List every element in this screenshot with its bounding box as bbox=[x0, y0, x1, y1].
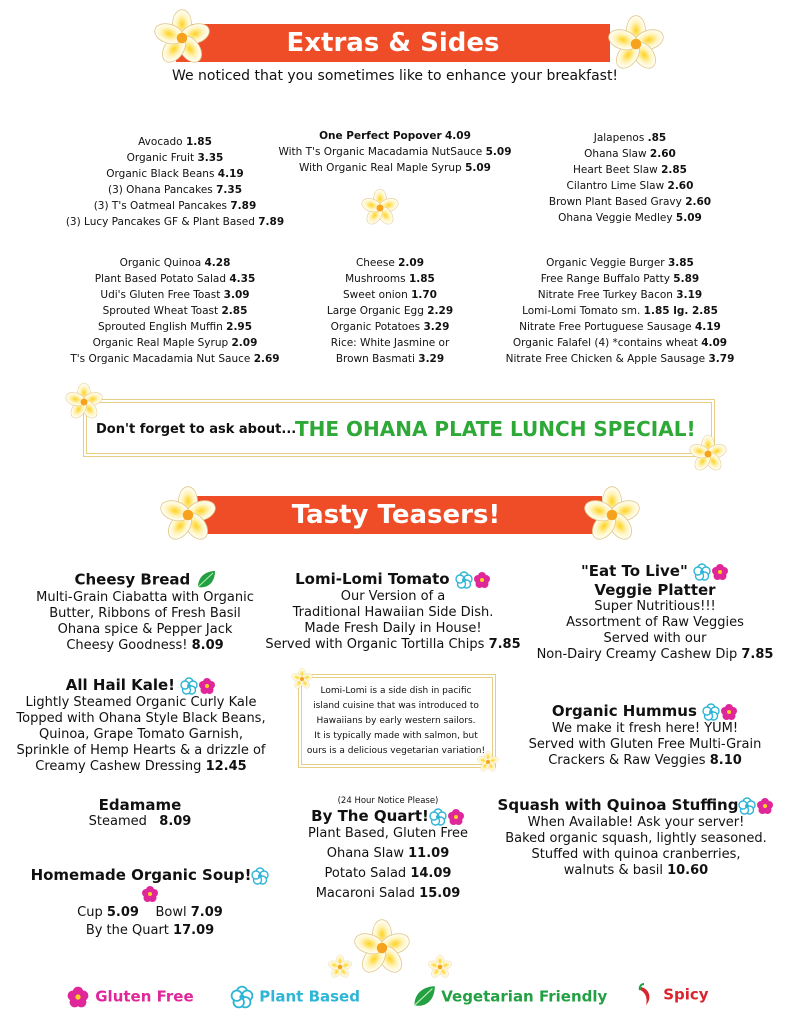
menu-item-price: 4.35 bbox=[229, 273, 256, 285]
menu-item-price: 3.85 bbox=[667, 257, 694, 269]
eat-line: Assortment of Raw Veggies bbox=[566, 614, 744, 630]
menu-item-price: 5.09 bbox=[485, 146, 512, 158]
menu-item-price: 5.09 bbox=[675, 212, 702, 224]
hummus-price: 8.10 bbox=[709, 752, 742, 768]
menu-item-name: Organic Veggie Burger bbox=[546, 257, 665, 269]
menu-item bbox=[300, 303, 480, 319]
plumeria-icon bbox=[604, 12, 668, 76]
menu-item-name: Cilantro Lime Slaw bbox=[566, 180, 665, 192]
plant-based-icon bbox=[180, 677, 198, 695]
kale-line: Topped with Ohana Style Black Beans, bbox=[16, 710, 266, 726]
cheesy-price: 8.09 bbox=[191, 638, 224, 653]
plant-based-icon bbox=[693, 563, 711, 581]
menu-item bbox=[530, 210, 730, 226]
menu-item-name: (3) Lucy Pancakes GF & Plant Based bbox=[65, 216, 255, 228]
kale-last: Creamy Cashew Dressing bbox=[35, 758, 202, 774]
legend-spicy bbox=[636, 983, 709, 1007]
menu-item-name: Nitrate Free Chicken & Apple Sausage bbox=[505, 353, 706, 365]
squash-price: 10.60 bbox=[667, 862, 709, 878]
plant-based-icon bbox=[738, 797, 756, 815]
cheesy-line: Multi-Grain Ciabatta with Organic bbox=[36, 590, 254, 605]
menu-item bbox=[530, 162, 730, 178]
legend-gf-label: Gluten Free bbox=[95, 987, 194, 1006]
gluten-free-icon bbox=[447, 808, 465, 826]
quart-item: Macaroni Salad bbox=[315, 885, 416, 901]
teasers-title: Tasty Teasers! bbox=[291, 500, 501, 530]
menu-item bbox=[490, 287, 750, 303]
squash-title: Squash with Quinoa Stuffing bbox=[497, 796, 739, 814]
gluten-free-icon bbox=[198, 677, 216, 695]
menu-item-price: 1.85 bbox=[185, 136, 212, 148]
menu-item bbox=[40, 335, 310, 351]
lomi-title: Lomi-Lomi Tomato bbox=[295, 570, 450, 588]
menu-item-name: Sprouted Wheat Toast bbox=[102, 305, 219, 317]
quart-price: 15.09 bbox=[419, 885, 461, 901]
kale-price: 12.45 bbox=[205, 758, 247, 774]
extras-col2b bbox=[300, 255, 480, 367]
organic-soup bbox=[30, 866, 270, 939]
plumeria-icon bbox=[360, 188, 400, 228]
extras-subtitle: We noticed that you sometimes like to enhance your breakfast! bbox=[171, 68, 619, 84]
menu-item-price: 7.89 bbox=[230, 200, 257, 212]
menu-item bbox=[300, 319, 480, 335]
menu-item-name: Sweet onion bbox=[343, 289, 408, 301]
plant-based-icon bbox=[230, 985, 254, 1009]
plumeria-icon bbox=[64, 382, 104, 422]
extras-col3a bbox=[530, 130, 730, 226]
menu-item-price: 2.60 bbox=[649, 148, 676, 160]
menu-item bbox=[490, 255, 750, 271]
menu-item bbox=[490, 351, 750, 367]
plant-based-icon bbox=[702, 703, 720, 721]
menu-item-name: Nitrate Free Portuguese Sausage bbox=[519, 321, 692, 333]
soup-quart-price: 17.09 bbox=[173, 923, 215, 938]
cheesy-title: Cheesy Bread bbox=[74, 570, 191, 589]
menu-item-price: 7.89 bbox=[258, 216, 285, 228]
edamame-last: Steamed bbox=[88, 814, 147, 829]
kale-line: Lightly Steamed Organic Curly Kale bbox=[25, 694, 257, 710]
menu-item bbox=[530, 130, 730, 146]
menu-item-name: Mushrooms bbox=[345, 273, 406, 285]
menu-item-name: Large Organic Egg bbox=[326, 305, 424, 317]
plant-based-icon bbox=[429, 808, 447, 826]
quart-notice: (24 Hour Notice Please) bbox=[337, 796, 439, 806]
special-name: THE OHANA PLATE LUNCH SPECIAL! bbox=[295, 417, 696, 441]
menu-item-price: 1.85 lg. 2.85 bbox=[643, 305, 718, 317]
menu-item bbox=[300, 255, 480, 271]
cheesy-bread bbox=[20, 570, 270, 654]
gluten-free-icon bbox=[720, 703, 738, 721]
menu-item-price: 4.09 bbox=[444, 130, 471, 142]
squash-last: walnuts & basil bbox=[563, 862, 663, 878]
plant-based-icon bbox=[251, 867, 269, 885]
leaf-icon bbox=[412, 985, 436, 1009]
menu-item bbox=[40, 198, 310, 214]
hummus-line: We make it fresh here! YUM! bbox=[551, 720, 739, 736]
menu-item-name: Ohana Slaw bbox=[584, 148, 647, 160]
menu-item bbox=[300, 351, 480, 367]
quart-title: By The Quart! bbox=[311, 807, 429, 825]
cheesy-line: Ohana spice & Pepper Jack bbox=[57, 622, 233, 637]
menu-item bbox=[530, 146, 730, 162]
gluten-free-icon bbox=[711, 563, 729, 581]
soup-cup: Cup bbox=[77, 905, 103, 920]
extras-col3b bbox=[490, 255, 750, 367]
extras-col1b bbox=[40, 255, 310, 367]
legend-gluten-free bbox=[66, 985, 194, 1009]
soup-title: Homemade Organic Soup! bbox=[30, 866, 252, 884]
menu-item bbox=[40, 255, 310, 271]
note-line: Hawaiians by early western sailors. bbox=[316, 716, 476, 726]
hummus-last: Crackers & Raw Veggies bbox=[548, 752, 706, 768]
menu-item-price: 2.09 bbox=[398, 257, 425, 269]
legend-sp-label: Spicy bbox=[663, 985, 709, 1004]
menu-item-name: Organic Fruit bbox=[126, 152, 195, 164]
menu-item-name: Brown Plant Based Gravy bbox=[548, 196, 682, 208]
menu-item bbox=[300, 271, 480, 287]
menu-item bbox=[270, 144, 520, 160]
menu-item-price: 1.70 bbox=[411, 289, 437, 301]
leaf-icon bbox=[196, 570, 216, 590]
menu-item bbox=[40, 319, 310, 335]
quart-price: 11.09 bbox=[408, 845, 450, 861]
soup-bowl: Bowl bbox=[155, 905, 187, 920]
squash-line: When Available! Ask your server! bbox=[527, 814, 745, 830]
legend-vegetarian-friendly bbox=[412, 985, 607, 1009]
menu-item-price: 3.29 bbox=[423, 321, 450, 333]
hummus-title: Organic Hummus bbox=[551, 702, 697, 720]
legend-pb-label: Plant Based bbox=[259, 987, 360, 1006]
plumeria-icon bbox=[426, 953, 454, 981]
menu-item bbox=[270, 128, 520, 144]
menu-item-name: (3) Ohana Pancakes bbox=[107, 184, 213, 196]
menu-item-price: 2.69 bbox=[253, 353, 280, 365]
eat-to-live bbox=[530, 562, 780, 663]
lomi-line: Our Version of a bbox=[340, 588, 446, 604]
menu-item-price: 2.60 bbox=[685, 196, 712, 208]
plumeria-icon bbox=[326, 953, 354, 981]
note-line: island cuisine that was introduced to bbox=[313, 701, 479, 711]
extras-title: Extras & Sides bbox=[286, 28, 500, 58]
plumeria-icon bbox=[156, 483, 220, 547]
gluten-free-icon bbox=[473, 571, 491, 589]
menu-item-price: 7.35 bbox=[216, 184, 243, 196]
menu-item-price: 5.89 bbox=[673, 273, 700, 285]
menu-item-name: One Perfect Popover bbox=[319, 130, 442, 142]
quart-sub: Plant Based, Gluten Free bbox=[307, 825, 469, 841]
menu-item-price: 3.29 bbox=[418, 353, 445, 365]
chili-pepper-icon bbox=[636, 983, 658, 1007]
menu-item-name: Organic Real Maple Syrup bbox=[92, 337, 229, 349]
menu-item bbox=[40, 351, 310, 367]
menu-item-name: Brown Basmati bbox=[335, 353, 415, 365]
all-hail-kale bbox=[6, 676, 276, 775]
teasers-banner bbox=[190, 496, 602, 534]
menu-item-name: Organic Quinoa bbox=[119, 257, 202, 269]
menu-item-name: Udi's Gluten Free Toast bbox=[100, 289, 221, 301]
squash-line: Stuffed with quinoa cranberries, bbox=[531, 846, 741, 862]
kale-line: Quinoa, Grape Tomato Garnish, bbox=[39, 726, 243, 742]
menu-item-price: 4.19 bbox=[694, 321, 721, 333]
menu-item-price: 2.85 bbox=[661, 164, 687, 176]
menu-item-name: With T's Organic Macadamia NutSauce bbox=[278, 146, 483, 158]
menu-item-name: Ohana Veggie Medley bbox=[558, 212, 673, 224]
soup-bowl-price: 7.09 bbox=[190, 905, 223, 920]
menu-item bbox=[490, 303, 750, 319]
menu-item-name: Cheese bbox=[355, 257, 395, 269]
gluten-free-icon bbox=[756, 797, 774, 815]
menu-item bbox=[530, 194, 730, 210]
menu-item-price: 3.09 bbox=[223, 289, 250, 301]
menu-item-price: 2.29 bbox=[427, 305, 454, 317]
eat-last: Non-Dairy Creamy Cashew Dip bbox=[536, 646, 738, 662]
menu-item-price: 1.85 bbox=[408, 273, 435, 285]
lomi-last: Served with Organic Tortilla Chips bbox=[265, 636, 485, 652]
menu-item-name: Avocado bbox=[138, 136, 183, 148]
eat-title2: Veggie Platter bbox=[594, 580, 716, 599]
squash-quinoa bbox=[494, 796, 778, 879]
menu-item-name: Free Range Buffalo Patty bbox=[540, 273, 670, 285]
special-lead: Don't forget to ask about... bbox=[96, 422, 297, 437]
eat-line: Served with our bbox=[603, 630, 707, 646]
extras-banner bbox=[176, 24, 610, 62]
lomi-line: Traditional Hawaiian Side Dish. bbox=[292, 604, 494, 620]
quart-item: Ohana Slaw bbox=[326, 845, 404, 861]
menu-item-name: Organic Falafel (4) *contains wheat bbox=[512, 337, 698, 349]
menu-item-price: 4.09 bbox=[701, 337, 728, 349]
menu-item-name: (3) T's Oatmeal Pancakes bbox=[93, 200, 228, 212]
menu-item-name: With Organic Real Maple Syrup bbox=[299, 162, 462, 174]
eat-line: Super Nutritious!!! bbox=[594, 598, 716, 614]
lomi-note bbox=[300, 684, 492, 759]
soup-cup-price: 5.09 bbox=[106, 905, 139, 920]
menu-item bbox=[530, 178, 730, 194]
lomi-price: 7.85 bbox=[488, 636, 521, 652]
menu-item bbox=[490, 319, 750, 335]
menu-item-price: 4.19 bbox=[217, 168, 244, 180]
menu-item-name: Lomi-Lomi Tomato sm. bbox=[522, 305, 641, 317]
menu-item bbox=[270, 160, 520, 176]
menu-item-price: 2.85 bbox=[221, 305, 248, 317]
menu-item-name: Organic Potatoes bbox=[330, 321, 421, 333]
menu-item-name: Jalapenos bbox=[593, 132, 645, 144]
menu-item bbox=[40, 182, 310, 198]
menu-item bbox=[300, 287, 480, 303]
quart-price: 14.09 bbox=[410, 865, 452, 881]
menu-item-price: .85 bbox=[647, 132, 667, 144]
menu-item-name: Nitrate Free Turkey Bacon bbox=[537, 289, 673, 301]
menu-item bbox=[490, 335, 750, 351]
by-the-quart bbox=[288, 795, 488, 902]
organic-hummus bbox=[520, 702, 770, 769]
menu-item-name: Plant Based Potato Salad bbox=[94, 273, 227, 285]
menu-item-price: 3.35 bbox=[197, 152, 224, 164]
menu-item-price: 2.09 bbox=[231, 337, 258, 349]
kale-title: All Hail Kale! bbox=[65, 676, 175, 694]
kale-line: Sprinkle of Hemp Hearts & a drizzle of bbox=[16, 742, 266, 758]
menu-item-price: 2.60 bbox=[667, 180, 694, 192]
note-line: ours is a delicious vegetarian variation! bbox=[306, 746, 486, 756]
eat-title1: "Eat To Live" bbox=[580, 562, 688, 580]
plumeria-icon bbox=[150, 6, 214, 70]
menu-item-price: 2.95 bbox=[226, 321, 253, 333]
gluten-free-icon bbox=[141, 885, 159, 903]
legend-plant-based bbox=[230, 985, 360, 1009]
menu-item-name: T's Organic Macadamia Nut Sauce bbox=[70, 353, 251, 365]
edamame bbox=[60, 796, 220, 830]
gluten-free-icon bbox=[66, 985, 90, 1009]
menu-item-price: 4.28 bbox=[204, 257, 231, 269]
menu-item bbox=[40, 303, 310, 319]
menu-item-name: Organic Black Beans bbox=[106, 168, 215, 180]
plant-based-icon bbox=[455, 571, 473, 589]
menu-item bbox=[300, 335, 480, 351]
plumeria-icon bbox=[580, 483, 644, 547]
hummus-line: Served with Gluten Free Multi-Grain bbox=[528, 736, 762, 752]
soup-quart: By the Quart bbox=[85, 923, 169, 938]
note-line: It is typically made with salmon, but bbox=[314, 731, 478, 741]
menu-item-price: 3.79 bbox=[708, 353, 735, 365]
lomi-tomato bbox=[258, 570, 528, 653]
menu-item-name: Heart Beet Slaw bbox=[572, 164, 658, 176]
menu-item bbox=[40, 271, 310, 287]
edamame-price: 8.09 bbox=[159, 814, 192, 829]
menu-item-name: Rice: White Jasmine or bbox=[330, 337, 450, 349]
menu-item bbox=[490, 271, 750, 287]
squash-line: Baked organic squash, lightly seasoned. bbox=[505, 830, 767, 846]
menu-item-price: 3.19 bbox=[676, 289, 703, 301]
cheesy-last: Cheesy Goodness! bbox=[66, 638, 188, 653]
edamame-title: Edamame bbox=[98, 796, 182, 814]
menu-item bbox=[40, 214, 310, 230]
plumeria-icon bbox=[350, 916, 414, 980]
menu-item-name: Sprouted English Muffin bbox=[97, 321, 223, 333]
eat-price: 7.85 bbox=[741, 646, 774, 662]
menu-item bbox=[40, 287, 310, 303]
quart-item: Potato Salad bbox=[324, 865, 407, 881]
cheesy-line: Butter, Ribbons of Fresh Basil bbox=[49, 606, 241, 621]
menu-item-price: 5.09 bbox=[465, 162, 491, 174]
legend-vf-label: Vegetarian Friendly bbox=[441, 987, 608, 1006]
lomi-line: Made Fresh Daily in House! bbox=[304, 620, 482, 636]
extras-col2a bbox=[270, 128, 520, 176]
note-line: Lomi-Lomi is a side dish in pacific bbox=[320, 686, 472, 696]
